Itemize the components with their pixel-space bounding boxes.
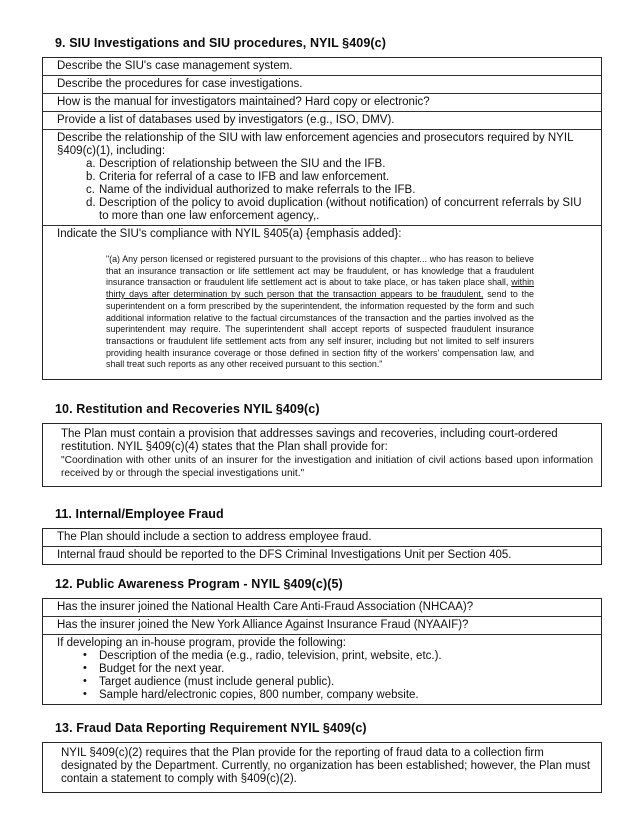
bullet-list bbox=[57, 650, 593, 702]
section-internal-employee-fraud bbox=[42, 507, 602, 565]
section-siu-investigations bbox=[42, 36, 602, 380]
table-row bbox=[43, 58, 601, 75]
list-item bbox=[57, 184, 587, 197]
table-row bbox=[43, 599, 601, 616]
row-text: How is the manual for investigators maintained? Hard copy or electronic? bbox=[57, 96, 430, 108]
list-item bbox=[57, 663, 593, 676]
row-text: Describe the SIU's case management system. bbox=[57, 60, 293, 72]
list-item bbox=[57, 676, 593, 689]
list-item bbox=[57, 158, 587, 171]
table-row bbox=[43, 529, 601, 546]
row-text: Has the insurer joined the National Health Care Anti-Fraud Association (NHCAA)? bbox=[57, 601, 474, 614]
table-row bbox=[43, 616, 601, 634]
list-marker: a. bbox=[86, 158, 96, 170]
list-item bbox=[57, 689, 593, 702]
section-9-heading: 9. SIU Investigations and SIU procedures, NYIL §409(c) bbox=[55, 36, 386, 50]
quote-text: "(a) Any person licensed or registered pursuant to the provisions of this chapter... who has reason to believe that an insurance transaction or life settlement act may be fraudulent, or has knowledge that a fraudulent insurance transaction or fraudulent life settlement act is about to take place, or has taken place shall, bbox=[106, 254, 534, 288]
list-item bbox=[57, 650, 593, 663]
list-item-text: Description of relationship between the SIU and the IFB. bbox=[99, 158, 386, 170]
row-text: Has the insurer joined the New York Alliance Against Insurance Fraud (NYAAIF)? bbox=[57, 619, 469, 632]
list-item-text: Description of the media (e.g., radio, television, print, website, etc.). bbox=[99, 650, 442, 663]
bullet-icon: • bbox=[83, 662, 87, 675]
table-row bbox=[43, 75, 601, 93]
section-9-table bbox=[42, 57, 602, 380]
section-13-heading: 13. Fraud Data Reporting Requirement NYIL §409(c) bbox=[55, 721, 367, 736]
section-10-heading: 10. Restitution and Recoveries NYIL §409(c) bbox=[55, 402, 320, 417]
box-text: NYIL §409(c)(2) requires that the Plan provide for the reporting of fraud data to a collection firm designated by the Department. Currently, no organization has been established; however, the Plan must contain a statement to comply with §409(c)(2). bbox=[61, 747, 591, 786]
list-item-text: Budget for the next year. bbox=[99, 663, 225, 676]
row-intro: If developing an in-house program, provide the following: bbox=[57, 637, 346, 650]
list-item-text: Target audience (must include general public). bbox=[99, 676, 335, 689]
section-12-table bbox=[42, 598, 602, 705]
row-text: Describe the procedures for case investigations. bbox=[57, 78, 303, 90]
quote-underlined-text: within thirty days after determination by such person that the transaction appears to be fraudulent, bbox=[106, 277, 534, 300]
list-marker: b. bbox=[86, 171, 96, 183]
table-row bbox=[43, 546, 601, 564]
row-intro: Indicate the SIU's compliance with NYIL §405(a) {emphasis added}: bbox=[57, 228, 402, 240]
section-12-heading: 12. Public Awareness Program - NYIL §409(c)(5) bbox=[55, 577, 343, 592]
bullet-icon: • bbox=[83, 688, 87, 701]
row-text: Internal fraud should be reported to the DFS Criminal Investigations Unit per Section 405. bbox=[57, 549, 512, 562]
list-marker: c. bbox=[86, 184, 95, 196]
section-10-box bbox=[42, 423, 602, 487]
section-13-box bbox=[42, 742, 602, 793]
section-fraud-data-reporting bbox=[42, 721, 602, 793]
list-item-text: Description of the policy to avoid duplication (without notification) of concurrent referrals by SIU to more than one law enforcement agency,. bbox=[99, 197, 582, 222]
list-item-text: Criteria for referral of a case to IFB and law enforcement. bbox=[99, 171, 390, 183]
table-row bbox=[43, 634, 601, 704]
list-item bbox=[57, 197, 587, 223]
list-item bbox=[57, 171, 587, 184]
row-intro: Describe the relationship of the SIU with law enforcement agencies and prosecutors required by NYIL §409(c)(1), including: bbox=[57, 132, 574, 157]
statute-quote bbox=[106, 254, 534, 371]
table-row bbox=[43, 129, 601, 225]
lettered-list bbox=[57, 158, 587, 223]
table-row bbox=[43, 111, 601, 129]
section-11-table bbox=[42, 528, 602, 565]
table-row bbox=[43, 93, 601, 111]
list-item-text: Sample hard/electronic copies, 800 number, company website. bbox=[99, 689, 419, 702]
list-item-text: Name of the individual authorized to make referrals to the IFB. bbox=[99, 184, 416, 196]
list-marker: d. bbox=[86, 197, 96, 209]
statute-quote: "Coordination with other units of an insurer for the investigation and initiation of civil actions based upon information received by or through the special investigations unit." bbox=[61, 455, 593, 480]
section-public-awareness bbox=[42, 577, 602, 705]
row-text: The Plan should include a section to address employee fraud. bbox=[57, 531, 372, 544]
box-text: The Plan must contain a provision that addresses savings and recoveries, including court-ordered restitution. NYIL §409(c)(4) states that the Plan shall provide for: bbox=[61, 428, 558, 454]
section-restitution-recoveries bbox=[42, 402, 602, 487]
quote-text: send to the superintendent on a form prescribed by the superintendent, the information requested by the form and such additional information relative to the factual circumstances of the transaction and the parties involved as the superintendent may require. The superintendent shall accept reports of suspected fraudulent insurance transactions or fraudulent life settlement acts from any self insurer, including but not limited to self insurers providing health insurance coverage or those defined in section fifty of the workers' compensation law, and shall treat such reports as any other received pursuant to this section." bbox=[106, 289, 534, 370]
section-11-heading: 11. Internal/Employee Fraud bbox=[55, 507, 224, 522]
bullet-icon: • bbox=[83, 649, 87, 662]
row-text: Provide a list of databases used by investigators (e.g., ISO, DMV). bbox=[57, 114, 395, 126]
bullet-icon: • bbox=[83, 675, 87, 688]
table-row bbox=[43, 225, 601, 379]
